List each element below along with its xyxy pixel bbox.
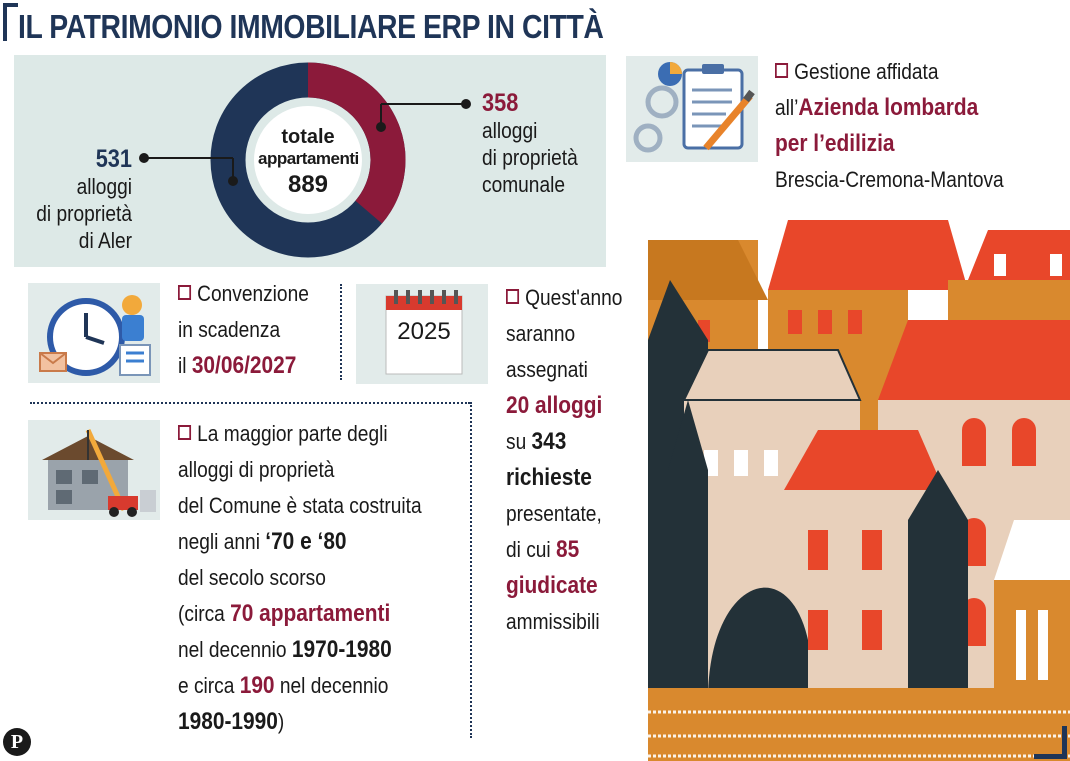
bullet-square-icon [506,289,519,304]
bullet-square-icon [178,425,191,440]
convenzione-text: Convenzione in scadenza il 30/06/2027 [178,281,309,379]
construction-illustration [28,420,160,520]
donut-center-l1: totale [281,126,335,148]
clock-icon [28,283,160,383]
bullet-square-icon [775,63,788,78]
clipboard-illustration [626,56,758,162]
corner-mark-br [1034,726,1067,759]
donut-center-l2: appartamenti [258,149,359,168]
label-aler: 531 alloggi di proprietà di Aler [36,145,133,253]
label-comunale: 358 alloggi di proprietà comunale [482,89,578,197]
publisher-logo: P [3,728,31,756]
houses-illustration [648,220,1070,761]
divider-vertical-2 [470,402,472,738]
donut-center-value: 889 [287,171,329,198]
divider-horizontal [30,402,470,404]
bullet-square-icon [178,285,191,300]
costruzione-text: La maggior parte degli alloggi di proprietà del Comune è stata costruita negli anni ‘70 e ‘80 del secolo scorso (circa 70 appartamenti nel decennio 1970-1980 e circa 190 nel decennio 1980-1990) [178,421,422,735]
value-aler: 531 [95,145,132,173]
crane-icon [28,420,160,520]
calendar-illustration [356,284,488,384]
assegnati-text: Quest'anno saranno assegnati 20 alloggi su 343 richieste presentate, di cui 85 giudicate ammissibili [506,285,623,634]
calendar-year: 2025 [397,318,451,345]
divider-vertical [340,284,342,380]
clock-illustration [28,283,160,383]
gestione-text: Gestione affidata all’Azienda lombarda per l’edilizia Brescia-Cremona-Mantova [775,59,1004,192]
value-comunale: 358 [482,89,519,117]
page-title: IL PATRIMONIO IMMOBILIARE ERP IN CITTÀ [18,8,604,45]
leader-dot-aler [139,153,149,163]
donut-center-label [258,126,358,200]
clipboard-icon [626,56,758,162]
leader-dot-comunale [461,99,471,109]
